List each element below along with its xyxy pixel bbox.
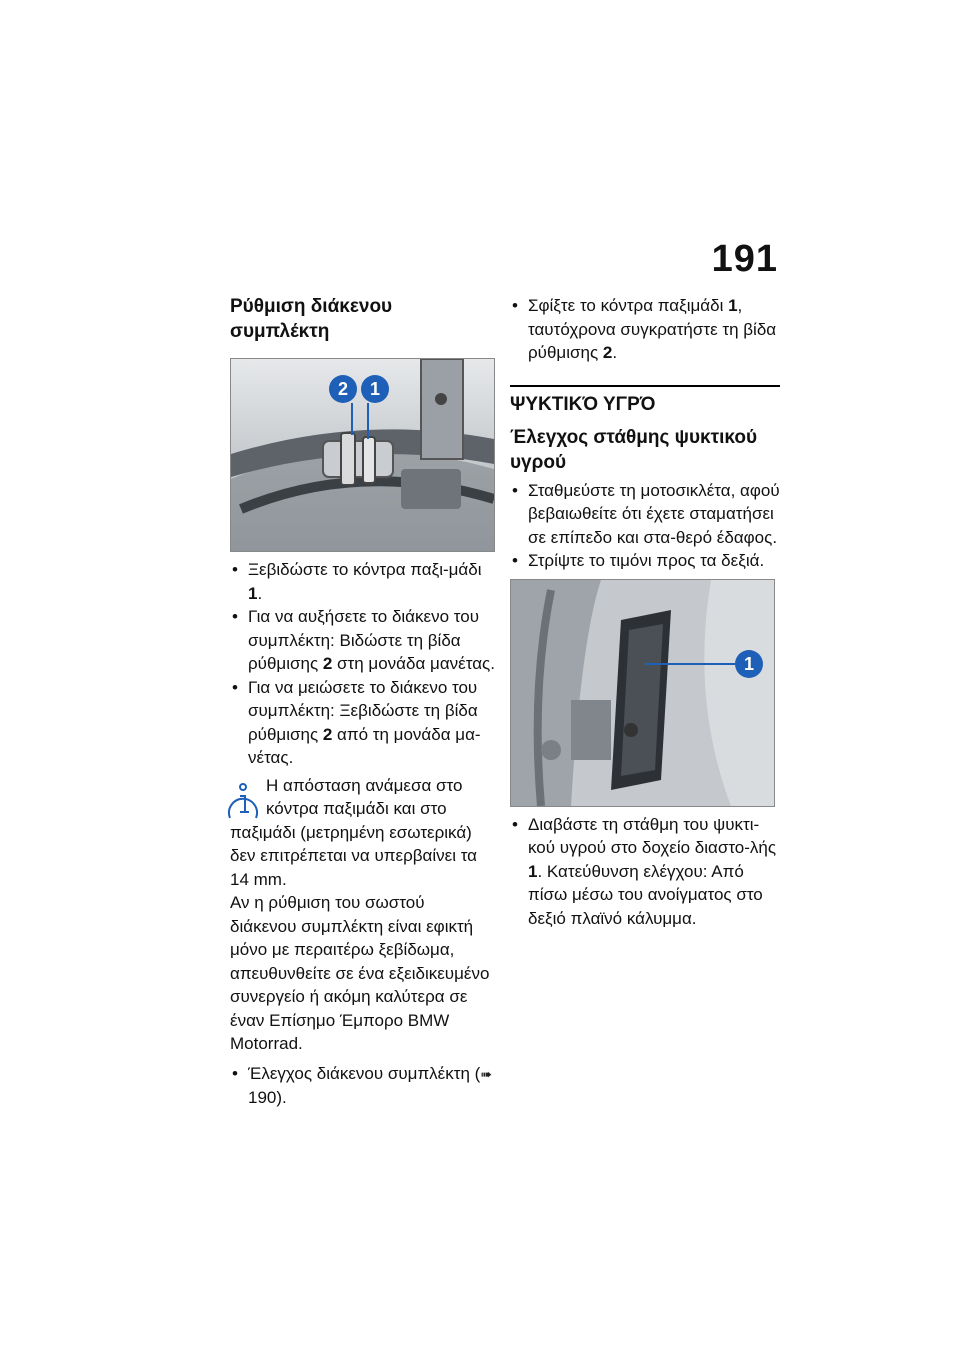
page-reference-link[interactable]: 190: [248, 1088, 277, 1107]
coolant-steps: [510, 479, 780, 573]
section-title: ΨΥΚΤΙΚΌ ΥΓΡΌ: [510, 385, 780, 417]
tighten-steps: [510, 294, 780, 365]
callout-1-label: 1: [369, 379, 381, 399]
list-item: • Σταθμεύστε τη μοτοσικλέτα, αφού βεβαιωθείτε ότι έχετε σταματήσει σε επίπεδο και στα-θερό έδαφος.: [510, 479, 780, 550]
note-paragraph-2: Αν η ρύθμιση του σωστού διάκενου συμπλέκτη είναι εφικτή μόνο με περαιτέρω ξεβίδωμα, απευθυνθείτε σε ένα εξειδικευμένο συνεργείο ή ακόμη καλύτερα σε έναν Επίσημο Έμπορο BMW Motorrad.: [230, 893, 490, 1053]
clutch-steps: [230, 558, 495, 770]
left-column: [230, 294, 495, 1110]
page-reference-arrow-icon: ➠: [480, 1065, 493, 1082]
info-note: [230, 774, 495, 1056]
coolant-illustration: [511, 580, 774, 806]
info-icon: [226, 778, 260, 820]
clutch-check-steps: [230, 1062, 495, 1110]
clutch-figure: [230, 358, 495, 552]
coolant-read-steps: [510, 813, 780, 931]
list-item: • Έλεγχος διάκενου συμπλέκτη (➠ 190).: [230, 1062, 495, 1110]
list-item: • Στρίψτε το τιμόνι προς τα δεξιά.: [510, 549, 780, 573]
callout-1-label: 1: [743, 653, 755, 674]
note-paragraph-1: Η απόσταση ανάμεσα στο κόντρα παξιμάδι και στο παξιμάδι (μετρημένη εσωτερικά) δεν επιτρέπεται να υπερβαίνει τα 14 mm.: [230, 775, 478, 889]
clutch-illustration: [231, 359, 494, 551]
clutch-heading: Ρύθμιση διάκενου συμπλέκτη: [230, 296, 393, 342]
list-item: • Για να αυξήσετε το διάκενο του συμπλέκτη: Βιδώστε τη βίδα ρύθμισης 2 στη μονάδα μανέτας.: [230, 605, 495, 676]
right-column: [510, 294, 780, 930]
list-item: • Για να μειώσετε το διάκενο του συμπλέκτη: Ξεβιδώστε τη βίδα ρύθμισης 2 από τη μονάδα μα-νέτας.: [230, 676, 495, 770]
list-item: • Ξεβιδώστε το κόντρα παξι-μάδι 1.: [230, 558, 495, 605]
coolant-heading: Έλεγχος στάθμης ψυκτικού υγρού: [510, 426, 758, 473]
list-item: • Διαβάστε τη στάθμη του ψυκτι-κού υγρού στο δοχείο διαστο-λής 1. Κατεύθυνση ελέγχου: Από πίσω μέσω του ανοίγματος στο δεξιό πλαϊνό κάλυμμα.: [510, 813, 780, 931]
coolant-figure: [510, 579, 775, 807]
list-item: • Σφίξτε το κόντρα παξιμάδι 1, ταυτόχρονα συγκρατήστε τη βίδα ρύθμισης 2.: [510, 294, 780, 365]
callout-2-label: 2: [337, 379, 349, 399]
page-number: 191: [711, 238, 778, 280]
